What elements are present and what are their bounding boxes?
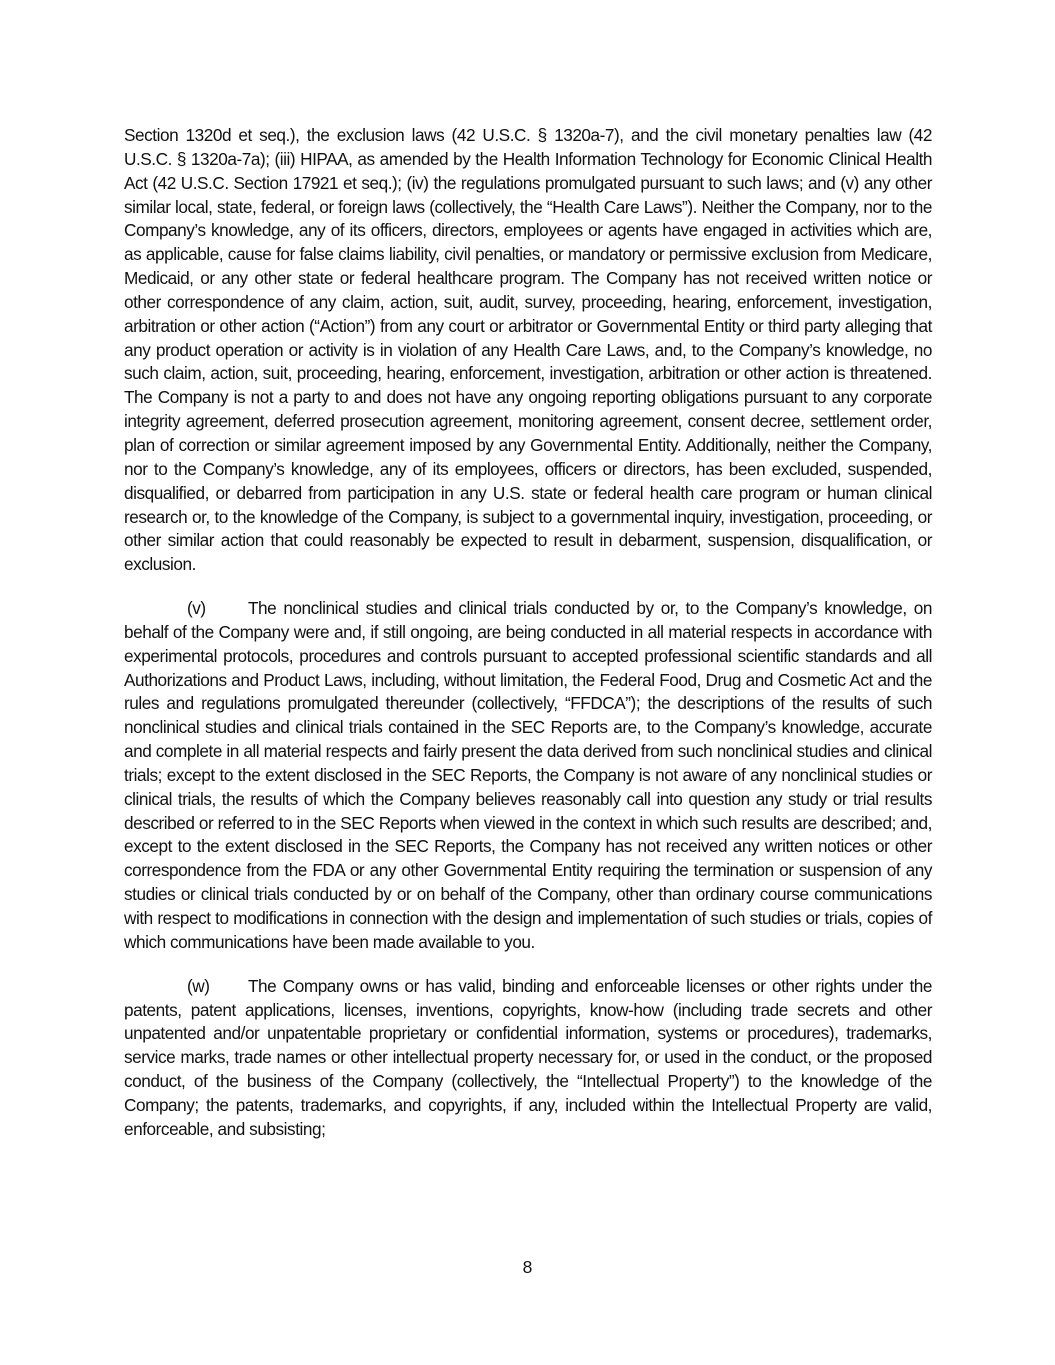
section-v-paragraph — [124, 597, 932, 955]
paragraph-health-care-laws: Section 1320d et seq.), the exclusion laws (42 U.S.C. § 1320a-7), and the civil monetary penalties law (42 U.S.C. § 1320a-7a); (iii) HIPAA, as amended by the Health Information Technology for Economic Clinical Health Act (42 U.S.C. Section 17921 et seq.); (iv) the regulations promulgated pursuant to such laws; and (v) any other similar local, state, federal, or foreign laws (collectively, the “Health Care Laws”). Neither the Company, nor to the Company’s knowledge, any of its officers, directors, employees or agents have engaged in activities which are, as applicable, cause for false claims liability, civil penalties, or mandatory or permissive exclusion from Medicare, Medicaid, or any other state or federal healthcare program. The Company has not received written notice or other correspondence of any claim, action, suit, audit, survey, proceeding, hearing, enforcement, investigation, arbitration or other action (“Action”) from any court or arbitrator or Governmental Entity or third party alleging that any product operation or activity is in violation of any Health Care Laws, and, to the Company’s knowledge, no such claim, action, suit, proceeding, hearing, enforcement, investigation, arbitration or other action is threatened. The Company is not a party to and does not have any ongoing reporting obligations pursuant to any corporate integrity agreement, deferred prosecution agreement, monitoring agreement, consent decree, settlement order, plan of correction or similar agreement imposed by any Governmental Entity. Additionally, neither the Company, nor to the Company’s knowledge, any of its employees, officers or directors, has been excluded, suspended, disqualified, or debarred from participation in any U.S. state or federal health care program or human clinical research or, to the knowledge of the Company, is subject to a governmental inquiry, investigation, proceeding, or other similar action that could reasonably be expected to result in debarment, suspension, disqualification, or exclusion. — [124, 125, 932, 575]
section-v-label: (v) — [187, 598, 206, 619]
section-w-label: (w) — [187, 975, 210, 996]
document-page — [124, 124, 932, 1142]
page-number: 8 — [522, 1257, 533, 1277]
section-w-paragraph — [124, 975, 932, 1142]
section-w-text: The Company owns or has valid, binding and enforceable licenses or other rights under the patents, patent applications, licenses, inventions, copyrights, know-how (including trade secrets and other unpatented and/or unpatentable proprietary or confidential information, systems or procedures), trademarks, service marks, trade names or other intellectual property necessary for, or used in the conduct, or the proposed conduct, of the business of the Company (collectively, the “Intellectual Property”) to the knowledge of the Company; the patents, trademarks, and copyrights, if any, included within the Intellectual Property are valid, enforceable, and subsisting; — [124, 975, 932, 1139]
section-v-text: The nonclinical studies and clinical trials conducted by or, to the Company’s knowledge, on behalf of the Company were and, if still ongoing, are being conducted in all material respects in accordance with experimental protocols, procedures and controls pursuant to accepted professional scientific standards and all Authorizations and Product Laws, including, without limitation, the Federal Food, Drug and Cosmetic Act and the rules and regulations promulgated thereunder (collectively, “FFDCA”); the descriptions of the results of such nonclinical studies and clinical trials contained in the SEC Reports are, to the Company’s knowledge, accurate and complete in all material respects and fairly present the data derived from such nonclinical studies and clinical trials; except to the extent disclosed in the SEC Reports, the Company is not aware of any nonclinical studies or clinical trials, the results of which the Company believes reasonably call into question any study or trial results described or referred to in the SEC Reports when viewed in the context in which such results are described; and, except to the extent disclosed in the SEC Reports, the Company has not received any written notices or other correspondence from the FDA or any other Governmental Entity requiring the termination or suspension of any studies or clinical trials conducted by or on behalf of the Company, other than ordinary course communications with respect to modifications in connection with the design and implementation of such studies or trials, copies of which communications have been made available to you. — [124, 598, 932, 952]
